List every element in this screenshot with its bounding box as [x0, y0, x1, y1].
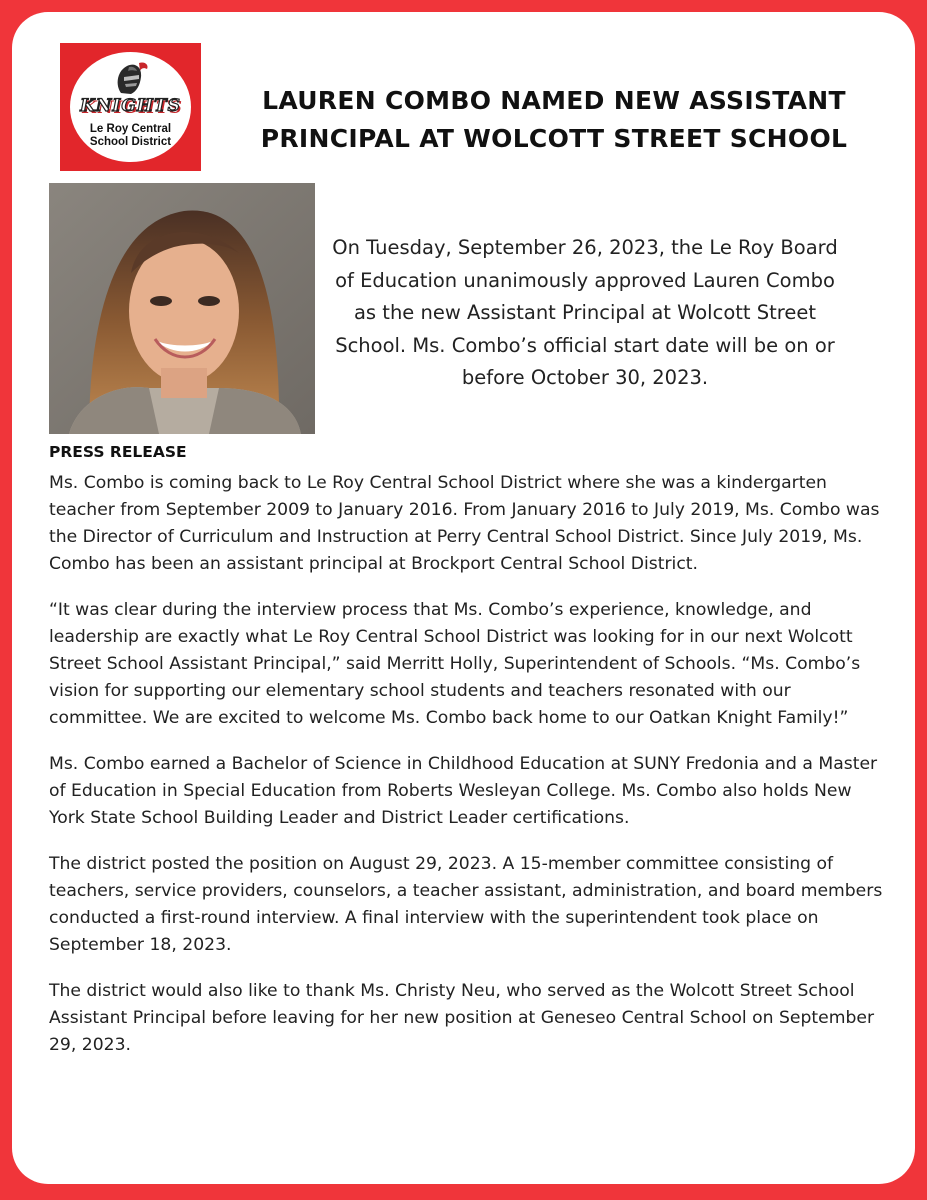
- paragraph: The district posted the position on August 29, 2023. A 15-member committee consisting of teachers, service providers, counselors, a teacher assistant, administration, and board members conducted a first-round interview. A final interview with the superintendent took place on September 18, 2023.: [49, 854, 883, 955]
- knight-helmet-icon: [109, 59, 151, 97]
- portrait-illustration: [49, 183, 315, 434]
- paragraph: Ms. Combo earned a Bachelor of Science in Childhood Education at SUNY Fredonia and a Master of Education in Special Education from Roberts Wesleyan College. Ms. Combo also holds New York State School Building Leader and District Leader certifications.: [49, 754, 878, 828]
- paragraph: Ms. Combo is coming back to Le Roy Central School District where she was a kindergarten teacher from September 2009 to January 2016. From January 2016 to July 2019, Ms. Combo was the Director of Curriculum and Instruction at Perry Central School District. Since July 2019, Ms. Combo has been an assistant principal at Brockport Central School District.: [49, 473, 880, 574]
- paragraph: The district would also like to thank Ms. Christy Neu, who served as the Wolcott Street School Assistant Principal before leaving for her new position at Geneseo Central School on September 29, 2023.: [49, 981, 875, 1055]
- logo-badge: [70, 52, 191, 162]
- title-line2: PRINCIPAL AT WOLCOTT STREET SCHOOL: [260, 124, 848, 153]
- logo-district-name: [70, 123, 191, 149]
- article-body: [49, 470, 889, 1078]
- logo-name-line2: School District: [89, 136, 172, 148]
- district-logo: [60, 43, 201, 171]
- title-line1: LAUREN COMBO NAMED NEW ASSISTANT: [262, 86, 846, 115]
- logo-name-line1: Le Roy Central: [89, 123, 172, 135]
- intro-paragraph: On Tuesday, September 26, 2023, the Le Roy Board of Education unanimously approved Lauren Combo as the new Assistant Principal at Wolcott Street School. Ms. Combo’s official start date will be on or before October 30, 2023.: [332, 236, 838, 389]
- logo-wordmark: KNIGHTS: [80, 96, 181, 116]
- press-release-label: PRESS RELEASE: [49, 443, 187, 461]
- portrait-photo: [49, 183, 315, 434]
- page-title: [214, 82, 894, 158]
- paragraph: “It was clear during the interview process that Ms. Combo’s experience, knowledge, and leadership are exactly what Le Roy Central School District was looking for in our next Wolcott Street School Assistant Principal,” said Merritt Holly, Superintendent of Schools. “Ms. Combo’s vision for supporting our elementary school students and teachers resonated with our committee. We are excited to welcome Ms. Combo back home to our Oatkan Knight Family!”: [49, 600, 861, 728]
